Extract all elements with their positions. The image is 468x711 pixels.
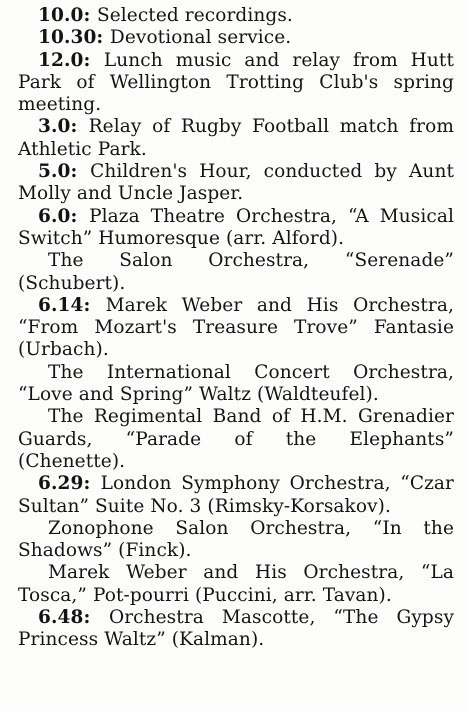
entry-time: 6.29: xyxy=(38,473,91,495)
program-entry xyxy=(18,161,454,206)
entry-text: Lunch music and relay from Hutt Park of Wellington Trotting Club's spring meeting. xyxy=(18,49,455,116)
program-entry xyxy=(18,116,454,161)
program-entry xyxy=(18,50,454,117)
entry-time: 10.0: xyxy=(38,5,91,26)
entry-text: London Symphony Orchestra, “Czar Sultan” Suite No. 3 (Rimsky-Korsakov). xyxy=(18,473,455,517)
entry-text: The Salon Orchestra, “Serenade” (Schubert). xyxy=(18,250,454,294)
program-subentry xyxy=(18,562,454,607)
entry-text: Zonophone Salon Orchestra, “In the Shadows” (Finck). xyxy=(18,517,454,562)
program-entry xyxy=(18,5,454,27)
program-subentry xyxy=(18,250,454,295)
program-entry xyxy=(18,473,454,518)
entry-time: 3.0: xyxy=(38,116,78,138)
entry-time: 12.0: xyxy=(38,49,91,71)
entry-time: 10.30: xyxy=(38,27,104,49)
entry-text: Devotional service. xyxy=(109,27,292,49)
program-subentry xyxy=(18,518,454,563)
entry-text: Children's Hour, conducted by Aunt Molly and Uncle Jasper. xyxy=(18,161,454,205)
entry-text: The International Concert Orchestra, “Love and Spring” Waltz (Waldteufel). xyxy=(18,361,454,406)
entry-text: Plaza Theatre Orchestra, “A Musical Switch” Humoresque (arr. Alford). xyxy=(18,205,455,249)
entry-text: The Regimental Band of H.M. Grenadier Guards, “Parade of the Elephants” (Chenette). xyxy=(18,406,454,472)
program-subentry xyxy=(18,406,454,473)
entry-text: Selected recordings. xyxy=(96,5,293,26)
program-entry xyxy=(18,295,454,362)
program-entry xyxy=(18,206,454,251)
program-entry xyxy=(18,607,454,652)
entry-text: Marek Weber and His Orchestra, “From Mozart's Treasure Trove” Fantasie (Urbach). xyxy=(18,294,454,361)
entry-text: Relay of Rugby Football match from Athletic Park. xyxy=(18,116,455,160)
entry-time: 6.0: xyxy=(38,205,78,227)
entry-text: Orchestra Mascotte, “The Gypsy Princess Waltz” (Kalman). xyxy=(18,607,454,651)
entry-time: 6.14: xyxy=(38,294,91,316)
entry-time: 6.48: xyxy=(38,607,91,629)
program-entry xyxy=(18,27,454,49)
entry-text: Marek Weber and His Orchestra, “La Tosca,” Pot-pourri (Puccini, arr. Tavan). xyxy=(18,562,454,606)
program-subentry xyxy=(18,362,454,407)
entry-time: 5.0: xyxy=(38,161,78,183)
